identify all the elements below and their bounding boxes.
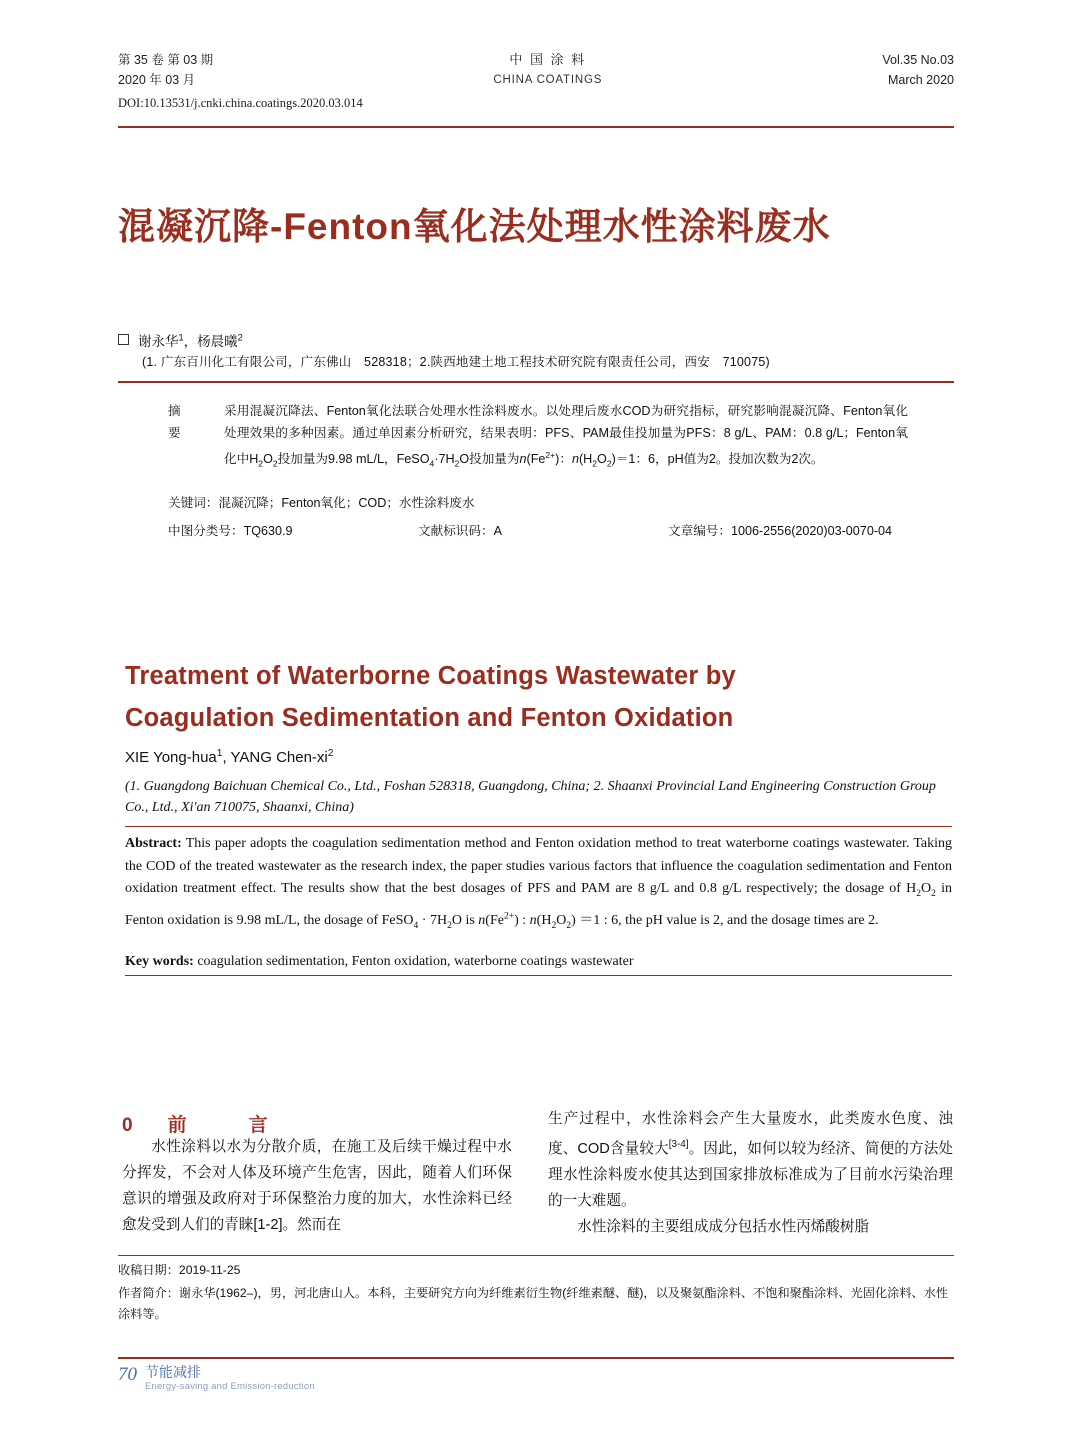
abstract-en-bottom-divider bbox=[125, 975, 952, 976]
article-id-value: 1006-2556(2020)03-0070-04 bbox=[730, 524, 893, 538]
article-id-field: 文章编号：1006-2556(2020)03-0070-04 bbox=[668, 524, 893, 538]
running-head-center bbox=[213, 50, 882, 90]
title-cn: 混凝沉降-Fenton氧化法处理水性涂料废水 bbox=[118, 206, 831, 247]
title-en-line1: Treatment of Waterborne Coatings Wastewater by bbox=[125, 662, 736, 690]
running-head-left bbox=[118, 50, 213, 90]
body-paragraph: 生产过程中，水性涂料会产生大量废水，此类废水色度、浊度、COD含量较大[3-4]。因此，如何以较为经济、简便的方法处理水性涂料废水使其达到国家排放标准成为了目前水污染治理的一大难题。 bbox=[548, 1111, 953, 1209]
footer-section-cn: 节能减排 bbox=[145, 1364, 201, 1380]
body-column-right bbox=[548, 1106, 953, 1240]
running-head bbox=[118, 50, 954, 90]
affiliation-en: (1. Guangdong Baichuan Chemical Co., Ltd., Foshan 528318, Guangdong, China; 2. Shaanxi Provincial Land Engineering Construction Group Co., Ltd., Xi'an 710075, Shaanxi, China) bbox=[125, 779, 936, 815]
footnotes bbox=[118, 1260, 954, 1325]
body-column-left bbox=[122, 1134, 512, 1238]
authors-cn-text: 谢永华$^1$，杨晨曦$^2$ bbox=[138, 332, 243, 349]
doc-code-field: 文献标识码：A bbox=[418, 524, 502, 538]
bullet-square-icon bbox=[118, 334, 129, 345]
abstract-cn-block bbox=[168, 400, 908, 475]
doi-text: DOI:10.13531/j.cnki.china.coatings.2020.03.014 bbox=[118, 96, 363, 110]
author-biography: 作者简介：谢永华(1962–)，男，河北唐山人。本科，主要研究方向为纤维素衍生物(纤维素醚、醚)，以及聚氨酯涂料、不饱和聚酯涂料、光固化涂料、水性涂料等。 bbox=[118, 1286, 949, 1321]
authors-cn bbox=[118, 330, 954, 350]
abstract-cn-text: 采用混凝沉降法、Fenton氧化法联合处理水性涂料废水。以处理后废水COD为研究指标，研究影响混凝沉降、Fenton氧化处理效果的多种因素。通过单因素分析研究，结果表明：PFS、PAM最佳投加量为PFS：8 g/L、PAM：0.8 g/L；Fenton氧化中$H_2O_2$投加量为9.98 mL/L，$FeSO_4\cdot 7H_2O$投加量为$n(Fe^{2+})$：$n(H_2O_2)=1$：6，pH值为2。投加次数为2次。 bbox=[224, 404, 908, 469]
volume-issue: 第 35 卷 第 03 期 bbox=[118, 53, 214, 67]
keywords-cn: 关键词：混凝沉降；Fenton氧化；COD；水性涂料废水 bbox=[168, 496, 475, 510]
section-heading-intro: 0 前 言 bbox=[122, 1115, 276, 1136]
abstract-en-label: Abstract: bbox=[125, 836, 182, 851]
header-divider bbox=[118, 126, 954, 128]
abstract-en-block bbox=[125, 833, 952, 937]
journal-name-en: CHINA COATINGS bbox=[493, 74, 603, 86]
footer-divider bbox=[118, 1357, 954, 1359]
classification-row bbox=[168, 520, 958, 542]
footer-section-en: Energy-saving and Emission-reduction bbox=[145, 1381, 315, 1392]
authors-divider bbox=[118, 381, 954, 383]
footnote-divider bbox=[118, 1255, 954, 1256]
authors-en: XIE Yong-hua$^1$, YANG Chen-$xi^2$ bbox=[125, 748, 334, 766]
publication-date-cn: 2020 年 03 月 bbox=[118, 73, 196, 87]
article-id-label: 文章编号 bbox=[668, 524, 719, 538]
keywords-en bbox=[125, 951, 952, 973]
body-paragraph: 水性涂料的主要组成成分包括水性丙烯酸树脂 bbox=[577, 1218, 870, 1235]
title-en-line2: Coagulation Sedimentation and Fenton Oxidation bbox=[125, 704, 734, 732]
body-paragraph: 水性涂料以水为分散介质，在施工及后续干燥过程中水分挥发，不会对人体及环境产生危害，因此，随着人们环保意识的增强及政府对于环保整治力度的加大，水性涂料已经愈发受到人们的青睐[1-2]。然而在 bbox=[122, 1139, 512, 1233]
abstract-cn-label: 摘 要 bbox=[168, 404, 206, 440]
publication-date-en: March 2020 bbox=[887, 73, 954, 87]
abstract-en-top-divider bbox=[125, 826, 952, 827]
footer-section-label bbox=[145, 1364, 315, 1393]
abstract-en-text: This paper adopts the coagulation sedimentation method and Fenton oxidation method to treat waterborne coatings wastewater. Taking the COD of the treated wastewater as the research index, the paper studies various factors that influence the coagulation sedimentation and Fenton oxidation treatment effect. The results show that the best dosages of PFS and PAM are 8 g/L and 0.8 g/L respectively; the dosage of $H_2O_2$ in Fenton oxidation is 9.98 mL/L, the dosage of FeSO$_4$ · $7H_2O$ is $n(Fe^{2+})$ : $n(H_2O_2) =1$ : 6, the pH value is 2, and the dosage times are 2. bbox=[125, 836, 953, 931]
doc-code-value: A bbox=[493, 524, 502, 538]
running-head-right bbox=[882, 50, 954, 90]
keywords-cn-text: 混凝沉降；Fenton氧化；COD；水性涂料废水 bbox=[218, 496, 475, 510]
keywords-en-text: coagulation sedimentation, Fenton oxidation, waterborne coatings wastewater bbox=[197, 954, 634, 969]
keywords-en-label: Key words: bbox=[125, 954, 194, 969]
clc-label: 中图分类号 bbox=[168, 524, 231, 538]
clc-value: TQ630.9 bbox=[243, 524, 293, 538]
received-date: 收稿日期：2019-11-25 bbox=[118, 1263, 241, 1277]
doc-code-label: 文献标识码 bbox=[418, 524, 481, 538]
title-en bbox=[125, 655, 955, 739]
page-footer bbox=[118, 1364, 315, 1393]
clc-field: 中图分类号：TQ630.9 bbox=[168, 524, 293, 538]
keywords-cn-label: 关键词 bbox=[168, 496, 206, 510]
journal-name-cn: 中 国 涂 料 bbox=[509, 52, 587, 67]
page-number: 70 bbox=[118, 1364, 137, 1385]
affiliation-cn: (1. 广东百川化工有限公司，广东佛山 528318；2.陕西地建土地工程技术研究院有限责任公司，西安 710075) bbox=[142, 355, 770, 369]
volume-issue-en: Vol.35 No.03 bbox=[882, 53, 954, 67]
